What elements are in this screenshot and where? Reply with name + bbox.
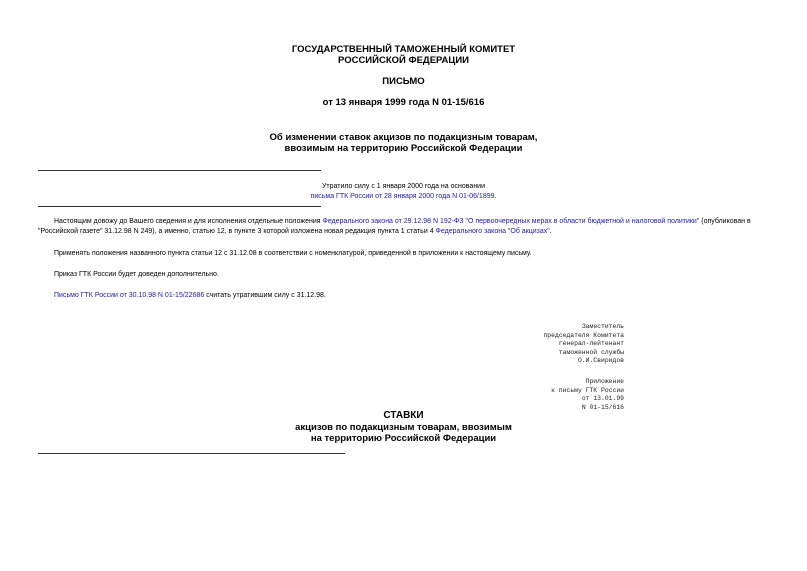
divider — [38, 206, 321, 207]
paragraph-3: Приказ ГТК России будет доведен дополнительно. — [54, 271, 219, 278]
doc-type: ПИСЬМО — [382, 76, 425, 87]
paragraph-1: Настоящим довожу до Вашего сведения и для исполнения отдельные положения Федерального закона от 29.12.98 N 192-ФЗ "О первоочередных мерах в области бюджетной и налоговой политики" (опубликован в "Российской газете" 31.12.98 N 249), а именно, статью 12, в пункте 3 которой изложена новая редакция пункта 1 статьи 4 Федерального закона "Об акцизах". — [38, 218, 751, 235]
rates-title: СТАВКИ — [383, 410, 424, 421]
status-link[interactable]: письма ГТК России от 28 января 2000 года N 01-06/1899 — [310, 193, 495, 200]
divider — [38, 453, 345, 454]
doc-date: от 13 января 1999 года N 01-15/616 — [322, 97, 485, 108]
divider — [38, 170, 321, 171]
subject-line2: ввозимым на территорию Российской Федерации — [284, 143, 523, 154]
appendix-block: Приложение к письму ГТК России от 13.01.99 N 01-15/616 — [551, 378, 624, 411]
org-name-line1: ГОСУДАРСТВЕННЫЙ ТАМОЖЕННЫЙ КОМИТЕТ — [291, 44, 516, 55]
paragraph-4: Письмо ГТК России от 30.10.98 N 01-15/22686 считать утратившим силу с 31.12.98. — [54, 292, 326, 299]
status-line1: Утратило силу с 1 января 2000 года на основании — [321, 183, 486, 190]
subject-line1: Об изменении ставок акцизов по подакцизным товарам, — [269, 132, 538, 143]
rates-subtitle-line1: акцизов по подакцизным товарам, ввозимым — [295, 422, 512, 433]
org-name-line2: РОССИЙСКОЙ ФЕДЕРАЦИИ — [337, 55, 469, 66]
status-line2: письма ГТК России от 28 января 2000 года N 01-06/1899. — [310, 193, 497, 200]
excise-law-link[interactable]: Федерального закона "Об акцизах" — [435, 228, 550, 235]
gtk-letter-link[interactable]: Письмо ГТК России от 30.10.98 N 01-15/22686 — [54, 292, 205, 299]
federal-law-link[interactable]: Федерального закона от 29.12.98 N 192-ФЗ "О первоочередных мерах в области бюджетной и налоговой политики" — [322, 218, 700, 225]
paragraph-2: Применять положения названного пункта статьи 12 с 31.12.08 в соответствии с номенклатурой, приведенной в приложении к настоящему письму. — [54, 250, 532, 257]
rates-subtitle-line2: на территорию Российской Федерации — [310, 433, 497, 444]
signature-block: Заместитель председателя Комитета генерал-лейтенант таможенной службы О.И.Свиридов — [543, 323, 624, 365]
